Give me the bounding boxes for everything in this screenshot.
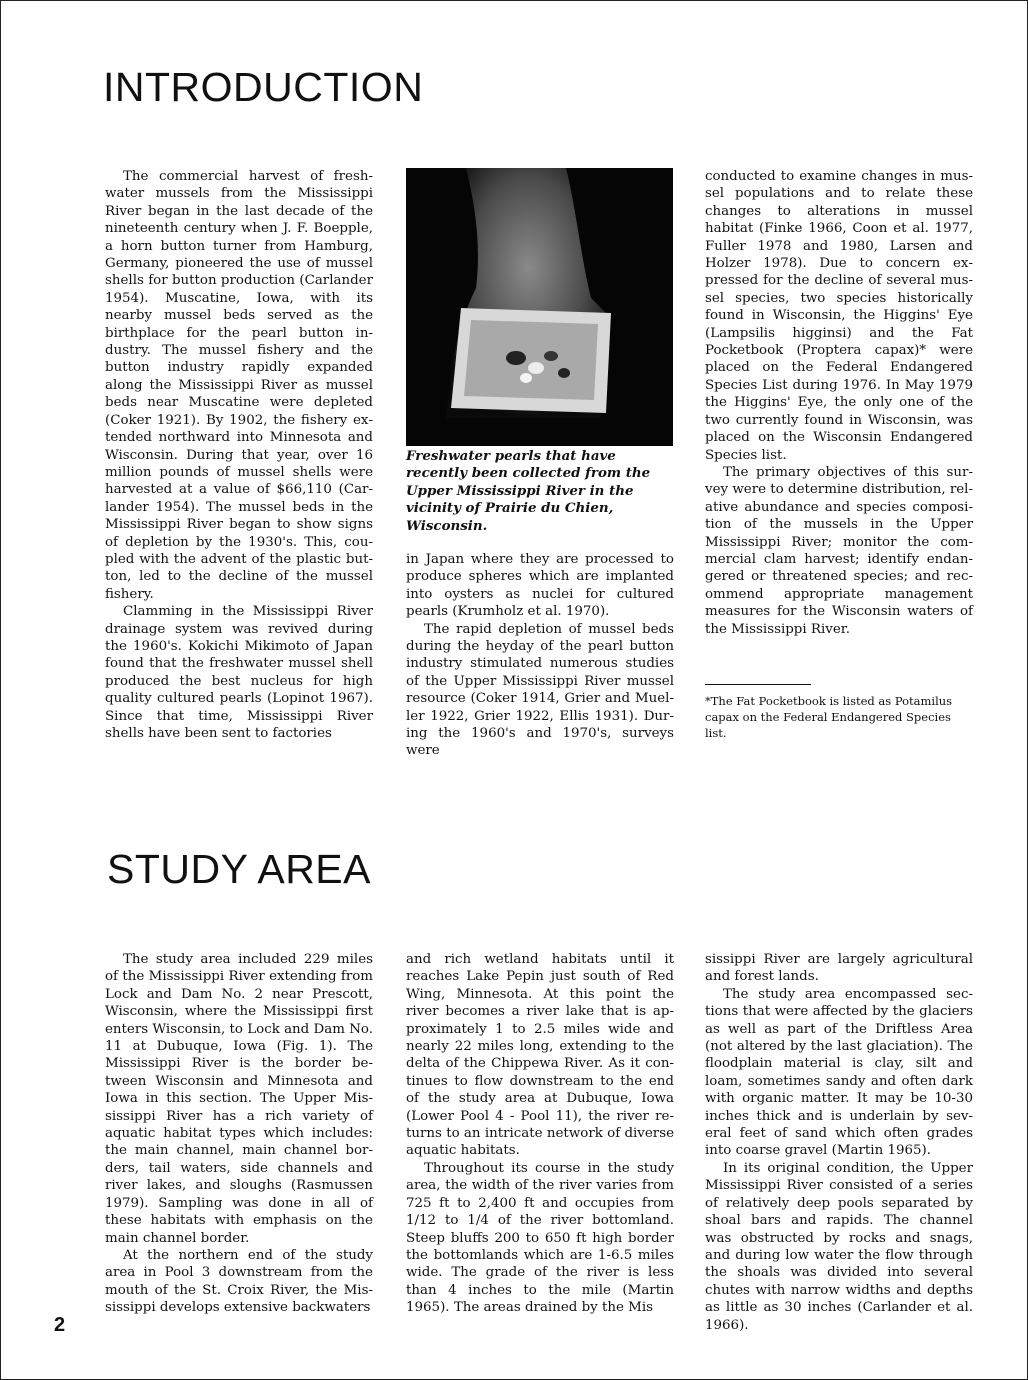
paragraph: The study area encompassed sections that were affected by the glaciers as well as part of the Driftless Area (not altered by the last glaciation). The floodplain material is clay, silt and loam, sometimes sandy and often dark with organic matter. It may be 10-30 inches thick and is underlain by several feet of sand which often grades into coarse gravel (Martin 1965). (705, 986, 973, 1159)
footnote: *The Fat Pocketbook is listed as Potamilus capax on the Federal Endangered Species list. (705, 694, 953, 740)
paragraph: At the northern end of the study area in Pool 3 downstream from the mouth of the St. Croix River, the Mississippi develops extensive backwaters (105, 1247, 373, 1316)
paragraph: The rapid depletion of mussel beds during the heyday of the pearl button industry stimulated numerous studies of the Upper Mississippi River mussel resource (Coker 1914, Grier and Mueller 1922, Grier 1922, Ellis 1931). During the 1960's and 1970's, surveys were (406, 621, 674, 759)
photo-caption: Freshwater pearls that have recently been collected from the Upper Mississippi River in the vicinity of Prairie du Chien, Wisconsin. (406, 448, 651, 534)
hand-holding-pearls-image (406, 168, 673, 446)
paragraph: The commercial harvest of freshwater mussels from the Mississippi River began in the last decade of the nineteenth century when J. F. Boepple, a horn button turner from Hamburg, Germany, pioneered the use of mussel shells for button production (Carlander 1954). Muscatine, Iowa, with its nearby mussel beds served as the birthplace for the pearl button industry. The mussel fishery and the button industry rapidly expanded along the Mississippi River as mussel beds near Muscatine were depleted (Coker 1921). By 1902, the fishery extended northward into Minnesota and Wisconsin. During that year, over 16 million pounds of mussel shells were harvested at a value of $66,110 (Carlander 1954). The mussel beds in the Mississippi River began to show signs of depletion by the 1930's. This, coupled with the advent of the plastic button, led to the decline of the mussel fishery. (105, 169, 373, 602)
paragraph: Throughout its course in the study area, the width of the river varies from 725 ft to 2,400 ft and occupies from 1/12 to 1/4 of the river bottomland. Steep bluffs 200 to 650 ft high border the bottomlands which are 1-6.5 miles wide. The grade of the river is less than 4 inches to the mile (Martin 1965). The areas drained by the Mis (406, 1160, 674, 1316)
study-column-2 (406, 951, 674, 1317)
introduction-heading: INTRODUCTION (103, 64, 424, 110)
footnote-divider (705, 684, 811, 685)
paragraph: Clamming in the Mississippi River drainage system was revived during the 1960's. Kokichi Mikimoto of Japan found that the freshwater mussel shell produced the best nucleus for high quality cultured pearls (Lopinot 1967). Since that time, Mississippi River shells have been sent to factories (105, 604, 373, 741)
study-area-heading: STUDY AREA (107, 846, 371, 892)
study-column-1 (105, 951, 373, 1317)
study-column-3 (705, 951, 973, 1334)
paragraph: The primary objectives of this survey were to determine distribution, relative abundance and species composition of the mussels in the Upper Mississippi River; monitor the commercial clam harvest; identify endangered or threatened species; and recommend appropriate management measures for the Wisconsin waters of the Mississippi River. (705, 464, 973, 637)
intro-column-3 (705, 168, 973, 638)
page-number: 2 (54, 1314, 66, 1336)
pearls-photo (406, 168, 673, 446)
paragraph: The study area included 229 miles of the Mississippi River extending from Lock and Dam No. 2 near Prescott, Wisconsin, where the Mississippi first enters Wisconsin, to Lock and Dam No. 11 at Dubuque, Iowa (Fig. 1). The Mississippi River is the border between Wisconsin and Minnesota and Iowa in this section. The Upper Mississippi River has a rich variety of aquatic habitat types which includes: the main channel, main channel borders, tail waters, side channels and river lakes, and sloughs (Rasmussen 1979). Sampling was done in all of these habitats with emphasis on the main channel border. (105, 952, 373, 1246)
paragraph: In its original condition, the Upper Mississippi River consisted of a series of relatively deep pools separated by shoal bars and rapids. The channel was obstructed by rocks and snags, and during low water the flow through the shoals was divided into several chutes with narrow widths and depths as little as 30 inches (Carlander et al. 1966). (705, 1160, 973, 1333)
intro-column-1 (105, 168, 373, 742)
paragraph: sissippi River are largely agricultural and forest lands. (705, 952, 973, 985)
intro-column-2 (406, 551, 674, 760)
paragraph: and rich wetland habitats until it reaches Lake Pepin just south of Red Wing, Minnesota. At this point the river becomes a river lake that is approximately 1 to 2.5 miles wide and nearly 22 miles long, extending to the delta of the Chippewa River. As it continues to flow downstream to the end of the study area at Dubuque, Iowa (Lower Pool 4 - Pool 11), the river returns to an intricate network of diverse aquatic habitats. (406, 952, 674, 1159)
paragraph: in Japan where they are processed to produce spheres which are implanted into oysters as nuclei for cultured pearls (Krumholz et al. 1970). (406, 552, 674, 620)
paragraph: conducted to examine changes in mussel populations and to relate these changes to alterations in mussel habitat (Finke 1966, Coon et al. 1977, Fuller 1978 and 1980, Larsen and Holzer 1978). Due to concern expressed for the decline of several mussel species, two species historically found in Wisconsin, the Higgins' Eye (Lampsilis higginsi) and the Fat Pocketbook (Proptera capax)* were placed on the Federal Endangered Species List during 1976. In May 1979 the Higgins' Eye, the only one of the two currently found in Wisconsin, was placed on the Wisconsin Endangered Species list. (705, 169, 973, 463)
